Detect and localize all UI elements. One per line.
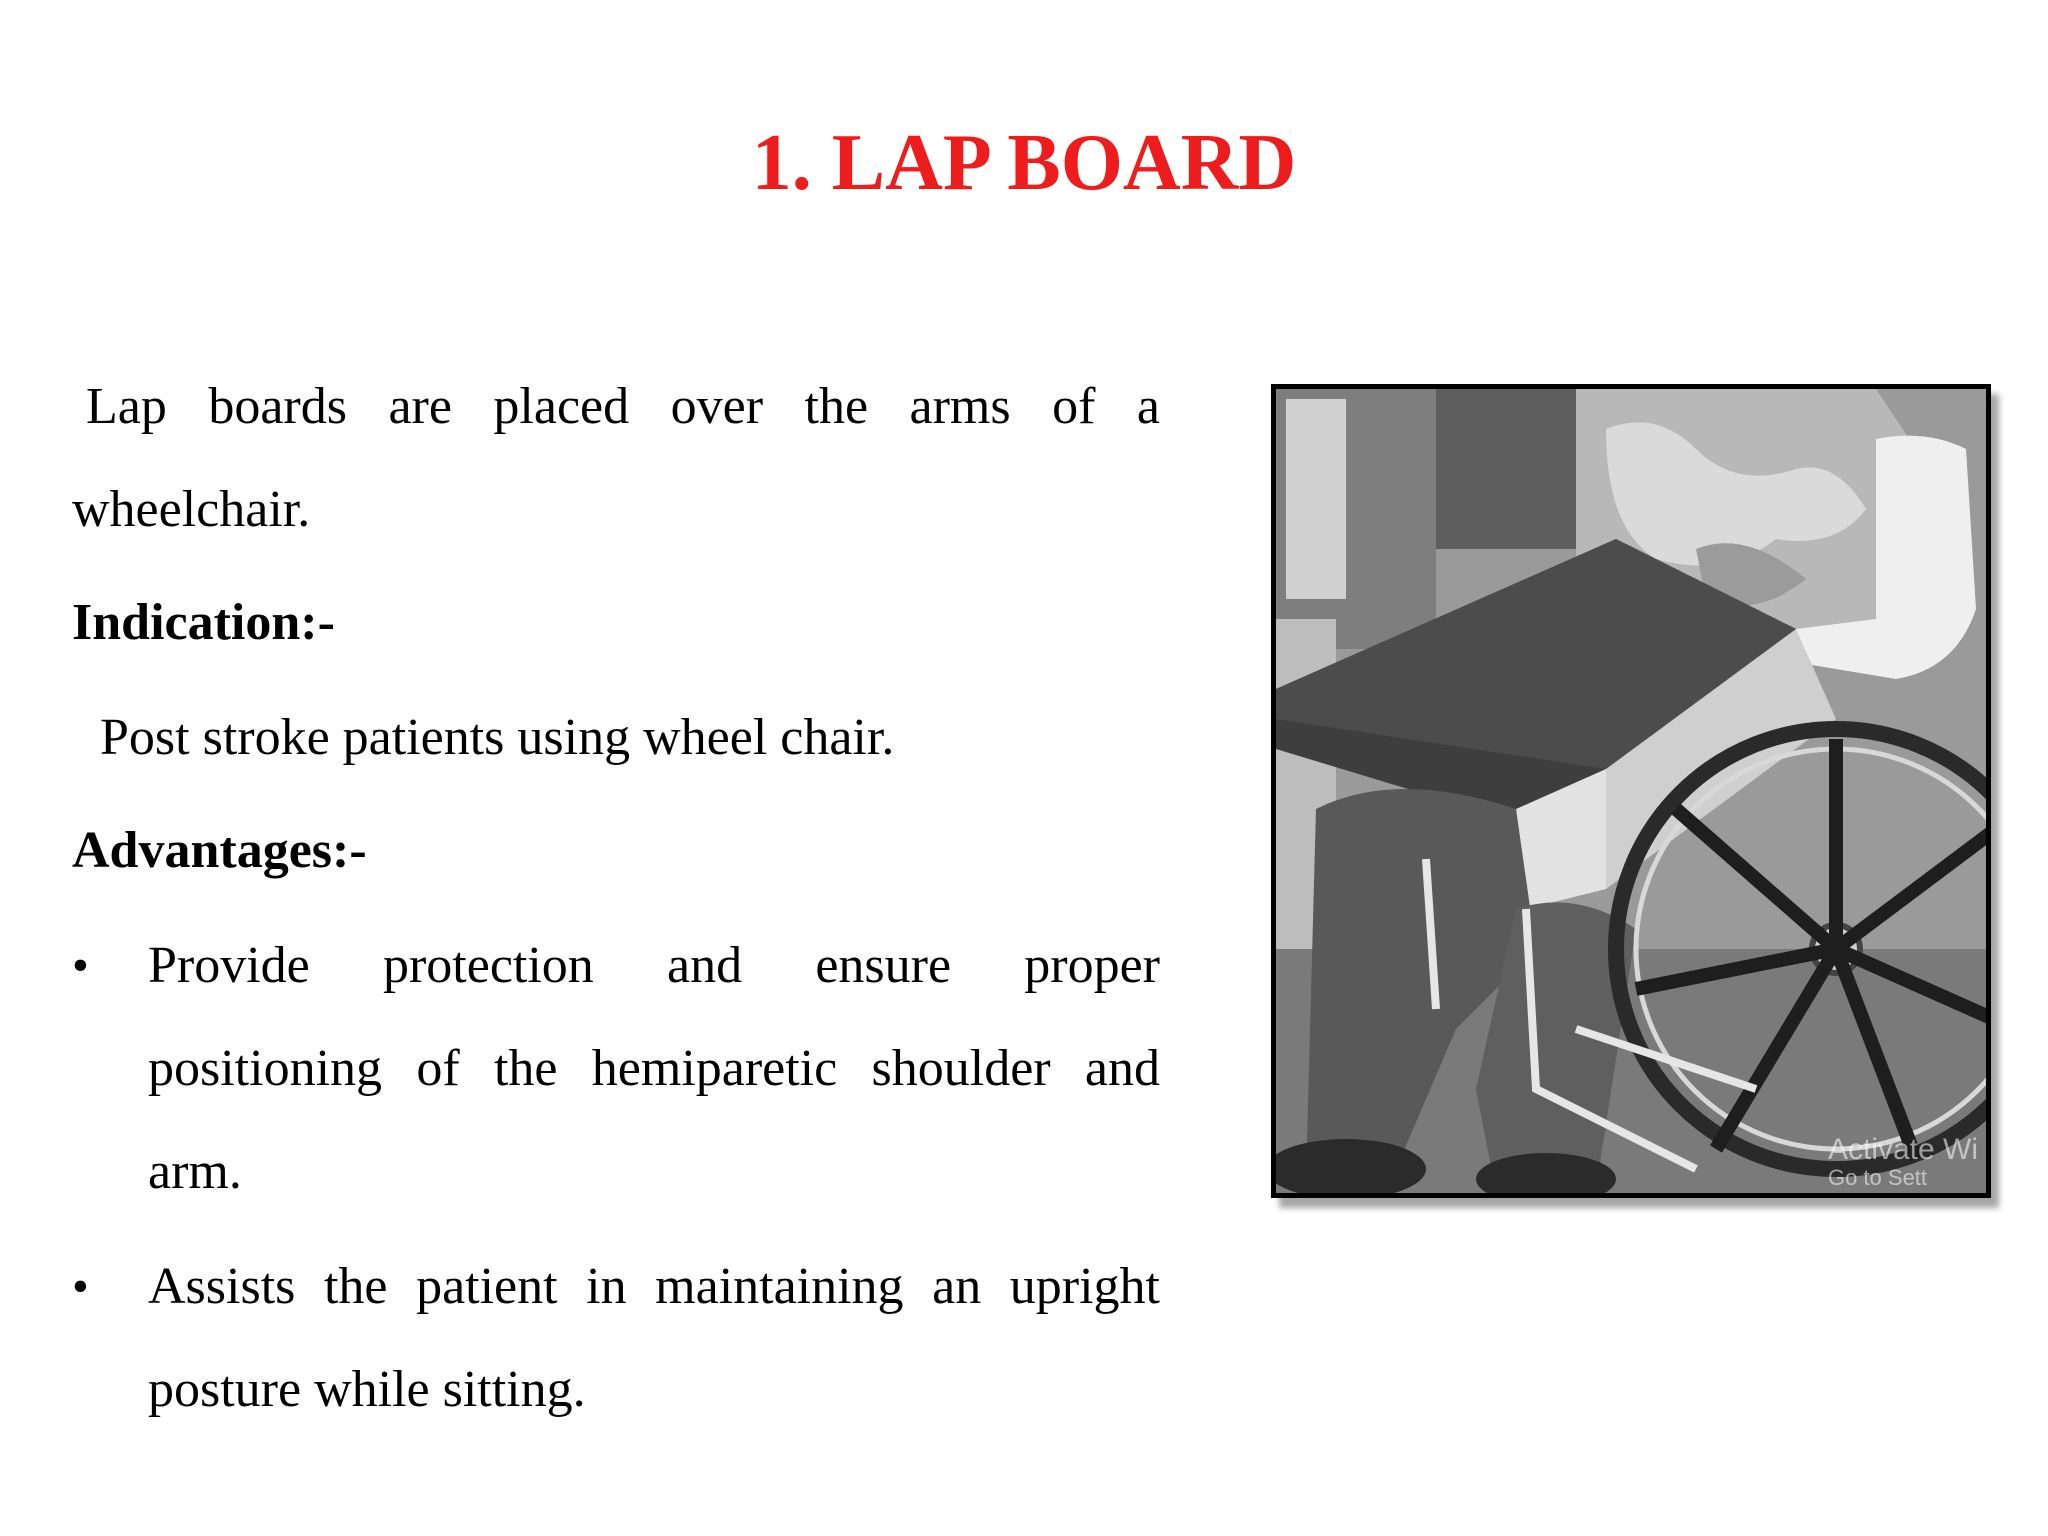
bullet-icon: • xyxy=(72,939,89,992)
bullet-icon: • xyxy=(72,1260,89,1313)
advantage-item xyxy=(72,914,1160,1223)
advantage-text: Provide protection and ensure proper positioning of the hemiparetic shoulder and arm. xyxy=(148,937,1160,1200)
intro-text-line-2: wheelchair. xyxy=(72,481,311,538)
watermark-line-2: Go to Sett xyxy=(1827,1164,1928,1190)
slide-title: 1. LAP BOARD xyxy=(751,119,1297,207)
advantages-list xyxy=(72,914,1160,1441)
lap-board-photo-illustration xyxy=(1276,389,1986,1193)
intro-text-line-1: Lap boards are placed over the arms of a xyxy=(86,378,1160,435)
advantages-heading: Advantages:- xyxy=(72,822,367,879)
lap-board-photo xyxy=(1271,384,1991,1198)
advantage-text: Assists the patient in maintaining an upright posture while sitting. xyxy=(148,1258,1160,1418)
indication-heading: Indication:- xyxy=(72,594,335,651)
text-column xyxy=(72,355,1160,1441)
watermark-line-1: Activate Wi xyxy=(1827,1133,1978,1167)
indication-text: Post stroke patients using wheel chair. xyxy=(100,709,895,766)
watermark xyxy=(1828,1134,1978,1189)
advantage-item xyxy=(72,1235,1160,1441)
